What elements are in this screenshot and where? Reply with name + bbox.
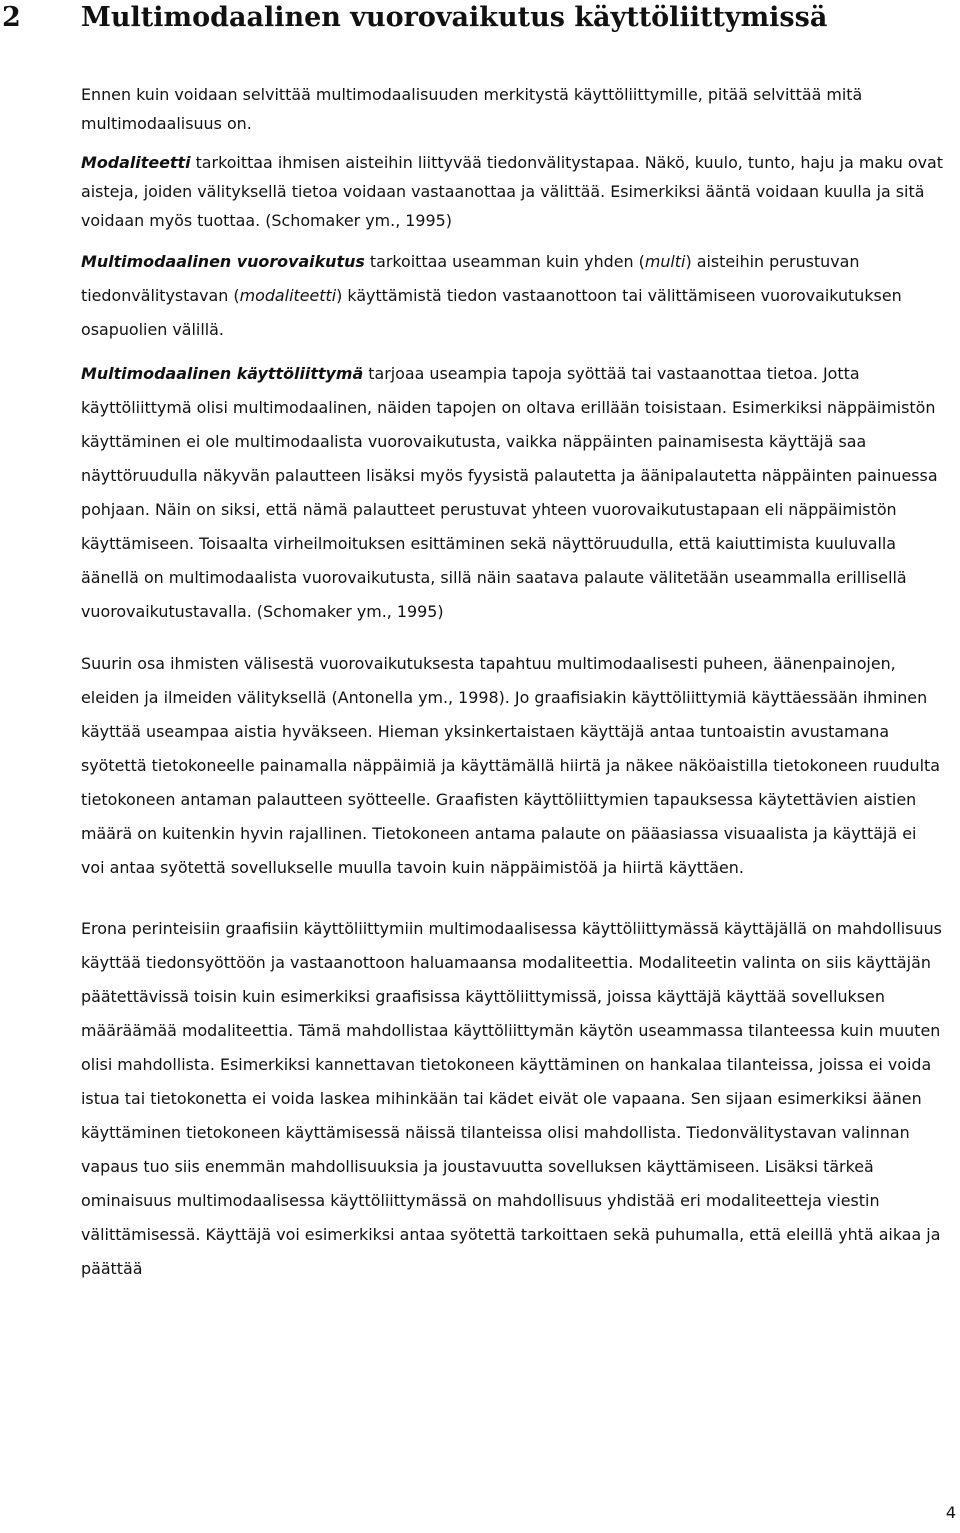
- section-title: Multimodaalinen vuorovaikutus käyttöliittymissä: [81, 2, 828, 33]
- section-heading: [0, 0, 960, 40]
- multimodal-interaction-definition-paragraph: [81, 245, 943, 347]
- term-multimodaalinen-kayttoliittyma: Multimodaalinen käyttöliittymä: [81, 364, 364, 383]
- definition-text-part-2: ) aisteihin perustuvan tiedonvälitystavan (: [81, 252, 860, 305]
- section-number: 2: [2, 2, 21, 33]
- multimodal-ui-definition-paragraph: [81, 357, 943, 629]
- term-multimodaalinen-vuorovaikutus: Multimodaalinen vuorovaikutus: [81, 252, 365, 271]
- modality-choice-paragraph: Erona perinteisiin graafisiin käyttöliittymiin multimodaalisessa käyttöliittymässä käyttäjällä on mahdollisuus käyttää tiedonsyöttöön ja vastaanottoon haluamaansa modaliteettia. Modaliteetin valinta on siis käyttäjän päätettävissä toisin kuin esimerkiksi graafisissa käyttöliittymissä, joissa käyttäjä käyttää sovelluksen määräämää modaliteettia. Tämä mahdollistaa käyttöliittymän käytön useammassa tilanteessa kuin muuten olisi mahdollista. Esimerkiksi kannettavan tietokoneen käyttäminen on hankalaa tilanteissa, joissa ei voida istua tai tietokonetta ei voida laskea mihinkään tai kädet eivät ole vapaana. Sen sijaan esimerkiksi äänen käyttäminen tietokoneen käyttämisessä näissä tilanteissa olisi mahdollista. Tiedonvälitystavan valinnan vapaus tuo siis enemmän mahdollisuuksia ja joustavuutta sovelluksen käyttämiseen. Lisäksi tärkeä ominaisuus multimodaalisessa käyttöliittymässä on mahdollisuus yhdistää eri modaliteetteja viestin välittämisessä. Käyttäjä voi esimerkiksi antaa syötettä tarkoittaen sekä puhumalla, että eleillä yhtä aikaa ja päättää: [81, 919, 942, 1278]
- page-number: 4: [945, 1503, 956, 1522]
- multimodal-ui-definition-text: tarjoaa useampia tapoja syöttää tai vastaanottaa tietoa. Jotta käyttöliittymä olisi multimodaalinen, näiden tapojen on oltava erillään toisistaan. Esimerkiksi näppäimistön käyttäminen ei ole multimodaalista vuorovaikutusta, vaikka näppäinten painamisesta käyttäjä saa näyttöruudulla näkyvän palautteen lisäksi myös fyysistä palautetta ja äänipalautetta näppäinten painuessa pohjaan. Näin on siksi, että nämä palautteet perustuvat yhteen vuorovaikutustapaan eli näppäimistön käyttämiseen. Toisaalta virheilmoituksen esittäminen sekä näyttöruudulla, että kaiuttimista kuuluvalla äänellä on multimodaalista vuorovaikutusta, sillä näin saatava palaute välitetään useammalla erillisellä vuorovaikutustavalla. (Schomaker ym., 1995): [81, 364, 938, 621]
- definition-text-part-1: tarkoittaa useamman kuin yhden (: [364, 252, 645, 271]
- italic-modaliteetti: modaliteetti: [239, 286, 337, 305]
- modality-definition-paragraph: [81, 148, 943, 235]
- intro-paragraph: Ennen kuin voidaan selvittää multimodaalisuuden merkitystä käyttöliittymille, pitää selvittää mitä multimodaalisuus on.: [81, 85, 863, 133]
- term-modaliteetti: Modaliteetti: [81, 153, 191, 172]
- definition-text-part-3: ) käyttämistä tiedon vastaanottoon tai välittämiseen vuorovaikutuksen osapuolien välillä.: [81, 286, 902, 339]
- human-interaction-paragraph: Suurin osa ihmisten välisestä vuorovaikutuksesta tapahtuu multimodaalisesti puheen, äänenpainojen, eleiden ja ilmeiden välityksellä (Antonella ym., 1998). Jo graafisiakin käyttöliittymiä käyttäessään ihminen käyttää useampaa aistia hyväkseen. Hieman yksinkertaistaen käyttäjä antaa tuntoaistin avustamana syötettä tietokoneelle painamalla näppäimiä ja käyttämällä hiirtä ja näkee näköaistilla tietokoneen ruudulta tietokoneen antaman palautteen syötteelle. Graafisten käyttöliittymien tapauksessa käytettävien aistien määrä on kuitenkin hyvin rajallinen. Tietokoneen antama palaute on pääasiassa visuaalista ja käyttäjä ei voi antaa syötettä sovellukselle muulla tavoin kuin näppäimistöä ja hiirtä käyttäen.: [81, 654, 940, 877]
- document-body: [81, 80, 943, 1286]
- modality-definition-text: tarkoittaa ihmisen aisteihin liittyvää tiedonvälitystapaa. Näkö, kuulo, tunto, haju ja maku ovat aisteja, joiden välityksellä tietoa voidaan vastaanottaa ja välittää. Esimerkiksi ääntä voidaan kuulla ja sitä voidaan myös tuottaa. (Schomaker ym., 1995): [81, 153, 944, 230]
- italic-multi: multi: [644, 252, 686, 271]
